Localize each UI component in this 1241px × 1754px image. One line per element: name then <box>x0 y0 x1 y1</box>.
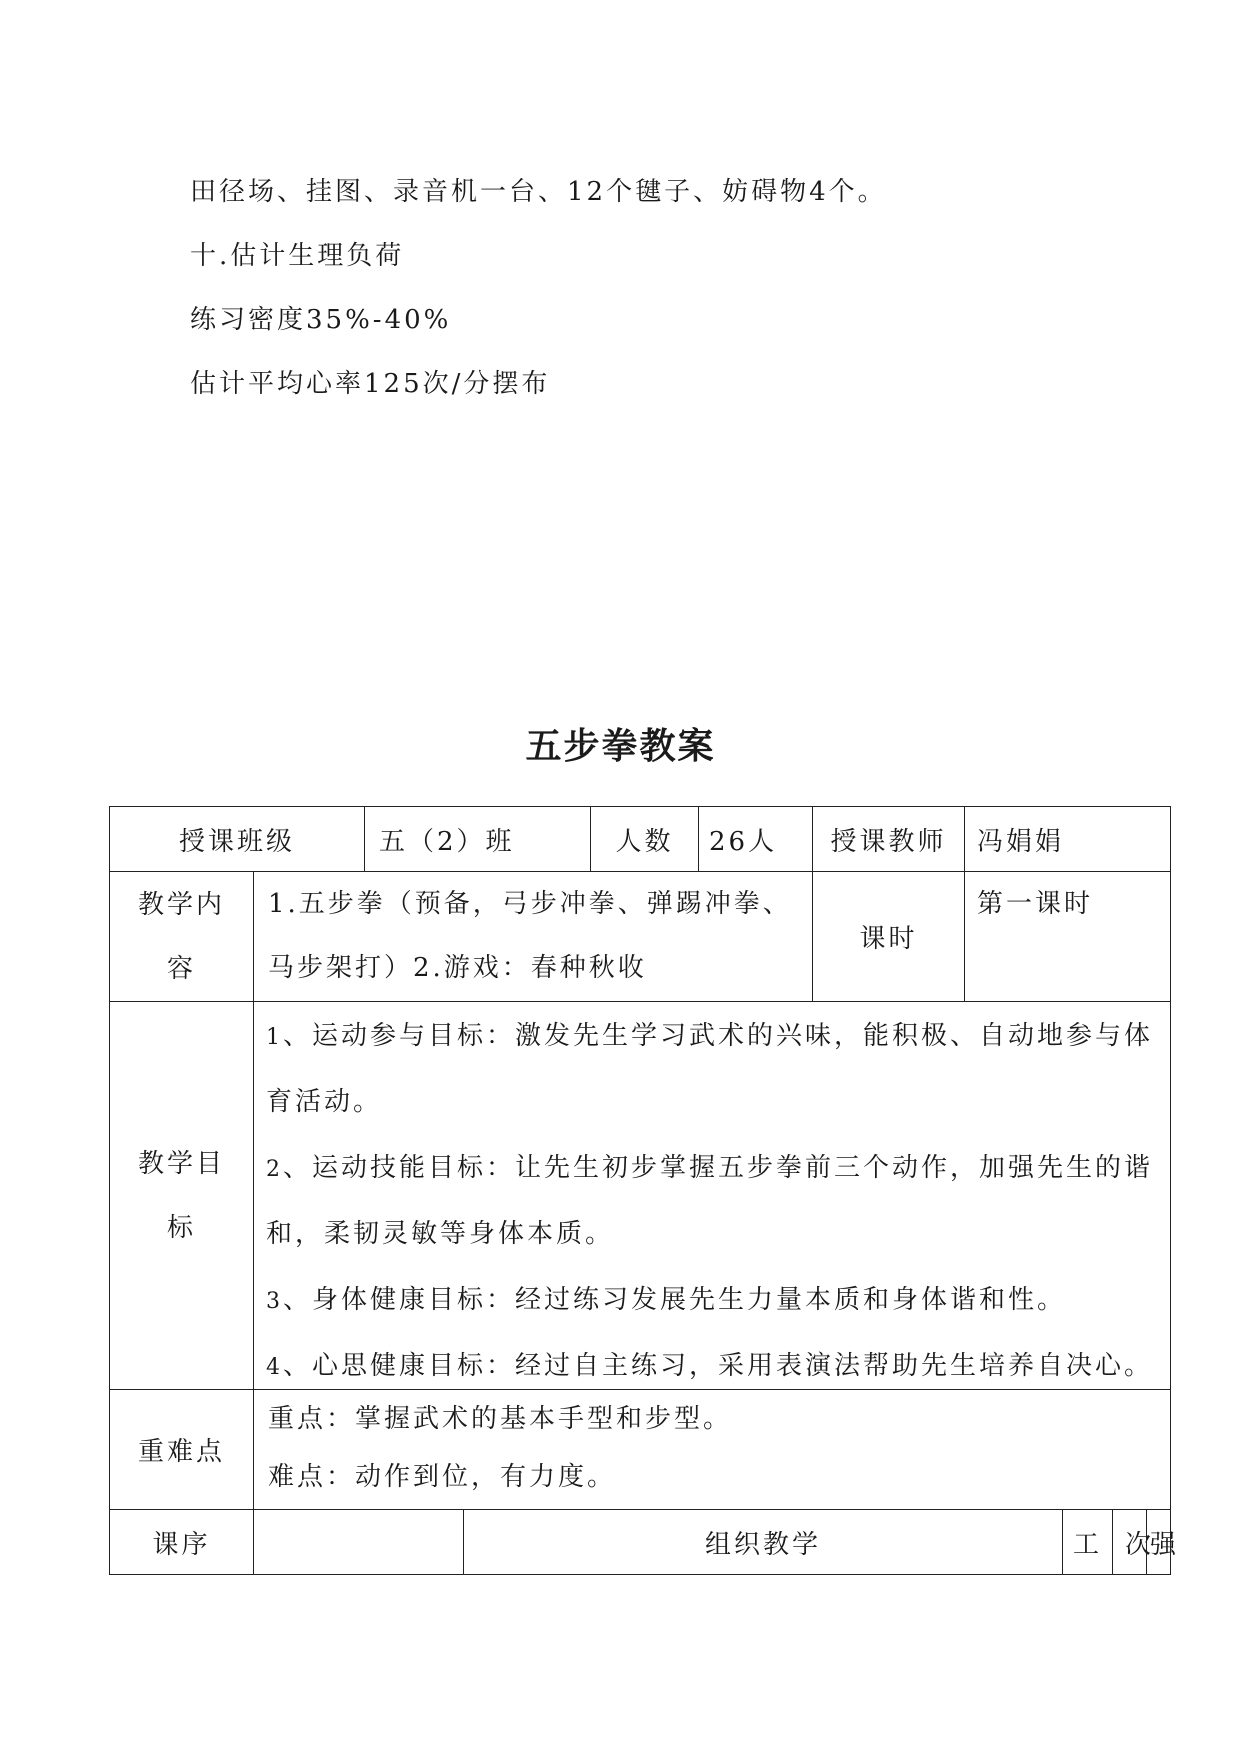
table-row-header-sequence <box>109 1510 1180 1575</box>
class-label: 授课班级 <box>178 826 295 857</box>
count-label: 人数 <box>590 807 698 871</box>
intro-density: 练习密度35%-40% <box>190 305 452 335</box>
table-row-content <box>109 872 1171 1002</box>
key-point: 重点：掌握武术的基本手型和步型。 <box>268 1404 733 1434</box>
content-label-line1: 教学内 <box>137 889 225 920</box>
lesson-plan-table <box>109 806 1180 1575</box>
intro-heart-rate: 估计平均心率125次/分摆布 <box>190 369 551 399</box>
period-label: 课时 <box>812 872 964 1001</box>
period-value: 第一课时 <box>964 872 1171 1001</box>
goal-line: 和，柔韧灵敏等身体本质。 <box>266 1219 615 1249</box>
goal-line: 2、运动技能目标：让先生初步掌握五步拳前三个动作，加强先生的谐 <box>266 1153 1154 1183</box>
teacher-label: 授课教师 <box>812 807 964 871</box>
goal-line: 育活动。 <box>266 1087 383 1117</box>
table-row-class-info <box>109 806 1171 872</box>
content-line1: 1.五步拳（预备，弓步冲拳、弹踢冲拳、 <box>268 889 792 919</box>
organize-teaching-label: 组织教学 <box>463 1510 1062 1574</box>
intro-equipment: 田径场、挂图、录音机一台、12个毽子、妨碍物4个。 <box>190 177 887 207</box>
content-label <box>110 872 253 1001</box>
table-row-goals <box>109 1002 1171 1390</box>
header-col-5: 次 <box>1112 1510 1146 1574</box>
difficulty-point: 难点：动作到位，有力度。 <box>268 1462 617 1492</box>
key-points-content <box>253 1390 1171 1509</box>
header-col-4: 工 <box>1062 1510 1112 1574</box>
content-line2: 马步架打）2.游戏：春种秋收 <box>268 953 647 983</box>
class-value: 五（2）班 <box>364 807 590 871</box>
goal-line: 3、身体健康目标：经过练习发展先生力量本质和身体谐和性。 <box>266 1285 1067 1315</box>
intro-heading-load: 十.估计生理负荷 <box>190 241 405 271</box>
intro-text <box>190 160 887 416</box>
goals-label-line2: 标 <box>166 1212 196 1243</box>
content-value <box>253 872 812 1001</box>
empty-header-cell <box>253 1510 463 1574</box>
content-label-line2: 容 <box>166 953 196 984</box>
goals-label <box>110 1002 253 1389</box>
goal-line: 4、心思健康目标：经过自主练习，采用表演法帮助先生培养自决心。 <box>266 1351 1154 1381</box>
count-value: 26人 <box>698 807 812 871</box>
teacher-value: 冯娟娟 <box>964 807 1171 871</box>
goals-label-line1: 教学目 <box>137 1148 225 1179</box>
page-title: 五步拳教案 <box>525 726 716 767</box>
header-col-6: 强 <box>1146 1510 1171 1574</box>
goals-list <box>253 1002 1171 1389</box>
key-points-label: 重难点 <box>137 1437 225 1467</box>
table-row-key-points <box>109 1390 1171 1510</box>
sequence-label: 课序 <box>152 1529 211 1560</box>
goal-line: 1、运动参与目标：激发先生学习武术的兴味，能积极、自动地参与体 <box>266 1021 1154 1051</box>
